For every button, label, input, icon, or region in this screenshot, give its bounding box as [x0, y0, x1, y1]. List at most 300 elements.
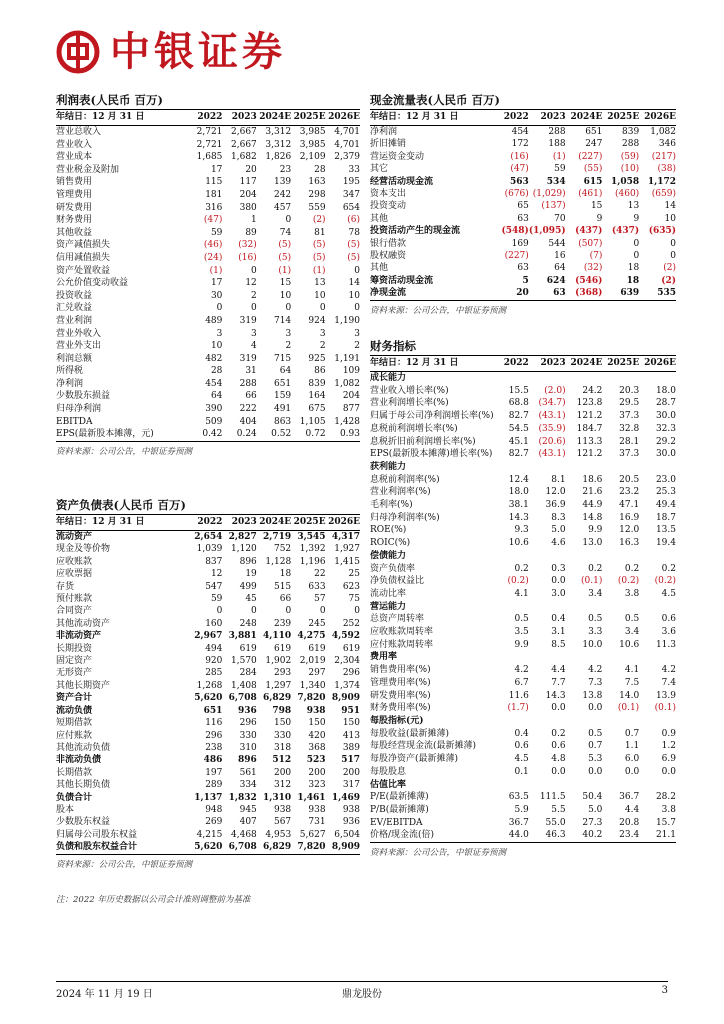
cell-value: 59 — [210, 594, 223, 605]
cell-value: 222 — [239, 404, 257, 415]
cell-value: (5) — [312, 252, 326, 263]
cell-value: 19.4 — [655, 538, 676, 549]
year-header: 2023 — [222, 110, 256, 126]
cell-value: 2 — [319, 341, 326, 352]
cell-value: 675 — [308, 404, 326, 415]
row-label: 净利润 — [370, 127, 398, 137]
cell-value: 10 — [664, 213, 676, 224]
cell-value: (32) — [238, 240, 257, 251]
cell-value: 0.5 — [588, 614, 603, 625]
cell-value: 36.7 — [619, 792, 640, 803]
row-label: 息税前利润率(%) — [370, 474, 440, 485]
table-row — [56, 593, 360, 605]
cell-value: 1,120 — [231, 544, 257, 555]
cell-value: 296 — [205, 730, 223, 741]
cell-value: 18 — [627, 263, 640, 274]
row-label: 销售费用率(%) — [370, 665, 431, 676]
cell-value: 482 — [205, 353, 223, 364]
cell-value: 238 — [205, 742, 223, 753]
row-label: 折旧摊销 — [370, 139, 407, 150]
table-row — [370, 512, 676, 525]
cell-value: 0.0 — [588, 703, 603, 714]
cell-value: 559 — [308, 202, 326, 213]
cell-value: 23.0 — [655, 474, 676, 485]
cell-value: 50.4 — [582, 792, 603, 803]
cell-value: 284 — [239, 668, 257, 679]
cell-value: 924 — [308, 315, 326, 326]
income-table — [56, 110, 360, 441]
row-label: 获利能力 — [370, 461, 407, 472]
row-label: 归属于母公司净利润增长率(%) — [370, 411, 494, 422]
cell-value: 113.3 — [576, 436, 603, 447]
cell-value: (5) — [347, 240, 360, 251]
cell-value: 6,829 — [262, 842, 292, 853]
cell-value: 936 — [237, 705, 257, 716]
row-label: 流动比率 — [370, 588, 407, 599]
table-row — [56, 692, 360, 704]
cell-value: 86 — [314, 366, 326, 377]
cell-value: 21.1 — [655, 830, 676, 841]
cell-value: 15 — [590, 201, 603, 212]
table-row — [56, 202, 360, 215]
cell-value: 4.5 — [661, 588, 676, 599]
cell-value: 297 — [308, 668, 326, 679]
cell-value: 64 — [279, 366, 292, 377]
cell-value: 36.9 — [545, 500, 566, 511]
cell-value: 44.9 — [582, 500, 603, 511]
cell-value: 159 — [273, 391, 292, 402]
year-header: 2025E — [602, 110, 639, 126]
cell-value: 1,128 — [265, 556, 292, 567]
cell-value: 639 — [620, 288, 640, 299]
cell-value: 89 — [245, 227, 257, 238]
table-row — [370, 397, 676, 410]
table-row — [370, 287, 676, 299]
cell-value: 491 — [273, 404, 292, 415]
table-row — [56, 841, 360, 853]
table-row — [370, 740, 676, 753]
cell-value: 2,379 — [334, 152, 360, 163]
cell-value: 25 — [348, 569, 360, 580]
table-row — [56, 556, 360, 568]
row-label: 每股经营现金流(最新摊薄) — [370, 741, 477, 752]
cell-value: 561 — [239, 767, 257, 778]
cell-value: 121.2 — [576, 411, 603, 422]
cell-value: 0.2 — [624, 563, 640, 574]
cell-value: 30 — [210, 290, 223, 301]
cell-value: 2,667 — [231, 139, 257, 150]
cell-value: 0.7 — [588, 741, 603, 752]
row-label: ROE(%) — [370, 525, 407, 536]
cell-value: 0 — [251, 606, 257, 617]
cell-value: 12.4 — [508, 474, 529, 485]
cell-value: (2.0) — [544, 385, 566, 396]
table-row — [56, 227, 360, 240]
row-label: 管理费用率(%) — [370, 677, 431, 688]
cell-value: 4.2 — [514, 665, 529, 676]
cell-value: 9 — [596, 213, 603, 224]
table-row — [370, 486, 676, 499]
cell-value: 347 — [342, 189, 360, 200]
table-row — [370, 163, 676, 175]
table-row — [370, 151, 676, 163]
cell-value: 12.0 — [619, 525, 640, 536]
table-row — [370, 188, 676, 200]
cell-value: 64 — [210, 391, 223, 402]
table-row — [56, 176, 360, 189]
cell-value: 11.6 — [508, 690, 529, 701]
cell-value: 0.9 — [661, 728, 676, 739]
table-row — [56, 568, 360, 580]
table-row — [56, 378, 360, 391]
cell-value: 1,832 — [228, 792, 257, 803]
table-row — [56, 290, 360, 303]
cell-value: 4.2 — [661, 665, 676, 676]
table-row — [370, 200, 676, 212]
table-row — [370, 817, 676, 830]
table-row — [56, 705, 360, 717]
cell-value: 1 — [251, 215, 257, 226]
cell-value: 30.0 — [655, 411, 676, 422]
section-row — [370, 779, 676, 792]
year-header: 2024E — [257, 515, 291, 531]
cell-value: (43.1) — [538, 411, 566, 422]
cell-value: 4,953 — [265, 829, 292, 840]
cell-value: 10 — [348, 290, 360, 301]
cell-value: 1,058 — [611, 176, 640, 187]
cell-value: 204 — [342, 391, 360, 402]
cell-value: (635) — [648, 226, 676, 237]
cell-value: 4,592 — [331, 631, 360, 642]
cell-value: 0 — [354, 265, 360, 276]
row-label: 成长能力 — [370, 373, 407, 383]
cell-value: 2,654 — [194, 532, 223, 542]
cell-value: 420 — [308, 730, 326, 741]
cell-value: 312 — [273, 780, 292, 791]
row-label: 其他收益 — [56, 227, 93, 238]
cell-value: 6.9 — [661, 754, 676, 765]
cell-value: 36.7 — [508, 817, 529, 828]
cell-value: 3,985 — [299, 139, 326, 150]
cell-value: 13 — [314, 278, 326, 289]
year-header: 2022 — [492, 356, 529, 372]
row-label: 营业税金及附加 — [56, 164, 120, 175]
cell-value: (0.1) — [654, 703, 676, 714]
cell-value: 1,268 — [196, 680, 223, 691]
table-row — [56, 126, 360, 139]
cell-value: 28 — [210, 366, 223, 377]
row-label: 其它 — [370, 164, 389, 175]
cell-value: 651 — [273, 378, 292, 389]
cell-value: 654 — [342, 202, 360, 213]
cell-value: (16) — [238, 252, 257, 263]
cell-value: 2 — [354, 341, 360, 352]
header-label: 年结日：12 月 31 日 — [370, 110, 492, 126]
table-row — [370, 499, 676, 512]
cell-value: 248 — [239, 618, 257, 629]
ratios-table — [370, 356, 676, 842]
cell-value: 15 — [279, 278, 292, 289]
cell-value: 615 — [583, 176, 603, 187]
table-header-row — [370, 356, 676, 372]
cell-value: 30.0 — [655, 449, 676, 460]
table-row — [370, 804, 676, 817]
cell-value: (47) — [203, 215, 223, 226]
cell-value: 6.0 — [624, 754, 640, 765]
cell-value: 0.6 — [551, 741, 566, 752]
cell-value: 752 — [273, 544, 292, 555]
cell-value: 269 — [205, 817, 223, 828]
cell-value: 18.0 — [655, 385, 676, 396]
cell-value: 109 — [342, 366, 360, 377]
year-header: 2025E — [291, 515, 325, 531]
cell-value: 948 — [205, 804, 223, 815]
table-row — [370, 677, 676, 690]
cell-value: 23 — [279, 164, 292, 175]
cell-value: 150 — [273, 718, 292, 729]
cell-value: (227) — [578, 151, 603, 162]
cell-value: 1,461 — [297, 792, 326, 803]
cell-value: (0.1) — [617, 703, 640, 714]
cell-value: 18 — [626, 275, 640, 286]
cell-value: 567 — [273, 817, 292, 828]
table-row — [56, 390, 360, 403]
cell-value: 78 — [348, 227, 360, 238]
table-row — [370, 436, 676, 449]
cell-value: 5.0 — [588, 804, 603, 815]
table-row — [370, 728, 676, 741]
cell-value: 123.8 — [576, 398, 603, 409]
cell-value: (1) — [278, 265, 292, 276]
cell-value: 0.2 — [661, 563, 676, 574]
cell-value: 0.5 — [514, 614, 529, 625]
row-label: 非流动负债 — [56, 755, 102, 766]
cell-value: (16) — [510, 151, 529, 162]
table-row — [56, 643, 360, 655]
table-row — [56, 164, 360, 177]
cell-value: 938 — [342, 804, 360, 815]
cell-value: 0 — [670, 251, 676, 262]
cell-value: 59 — [554, 164, 566, 175]
cell-value: 11.3 — [655, 639, 676, 650]
row-label: 销售费用 — [56, 177, 93, 188]
row-label: 价格/现金流(倍) — [370, 830, 435, 841]
cell-value: 3,312 — [265, 127, 292, 137]
row-label: 偿债能力 — [370, 550, 407, 561]
table-row — [370, 423, 676, 436]
year-header: 2026E — [326, 110, 360, 126]
table-row — [56, 829, 360, 841]
cell-value: 82.7 — [508, 411, 529, 422]
table-row — [56, 667, 360, 679]
row-label: 长期投资 — [56, 643, 93, 654]
cell-value: 3,985 — [299, 127, 326, 137]
cell-value: 16.9 — [619, 512, 640, 523]
table-row — [370, 238, 676, 250]
row-label: 短期借款 — [56, 718, 93, 729]
cell-value: 7.5 — [624, 677, 640, 688]
cell-value: 2,967 — [194, 631, 223, 642]
row-label: 投资变动 — [370, 201, 407, 212]
cell-value: 6,708 — [228, 842, 257, 853]
cell-value: 6,708 — [228, 693, 257, 704]
cell-value: 12 — [210, 569, 223, 580]
table-header-row — [56, 515, 360, 531]
table-row — [56, 680, 360, 692]
cell-value: (437) — [611, 226, 640, 237]
cell-value: 66 — [245, 391, 257, 402]
cell-value: 33 — [348, 164, 360, 175]
footnote: 注：2022 年历史数据以公司会计准则调整前为基准 — [56, 895, 251, 905]
cell-value: 0 — [285, 303, 292, 314]
cell-value: 368 — [308, 742, 326, 753]
cell-value: 563 — [510, 176, 529, 187]
cell-value: 407 — [239, 817, 257, 828]
table-row — [56, 315, 360, 328]
page-number: 3 — [661, 985, 668, 996]
cell-value: 5,620 — [194, 842, 223, 853]
cell-value: 3.8 — [661, 804, 676, 815]
cell-value: 8,909 — [331, 842, 360, 853]
cell-value: 486 — [203, 755, 223, 766]
cell-value: 0 — [319, 303, 326, 314]
cell-value: 8.1 — [551, 474, 566, 485]
table-row — [56, 655, 360, 667]
balance-source: 资料来源：公司公告，中银证券预测 — [56, 854, 360, 872]
row-label: 信用减值损失 — [56, 252, 111, 263]
page-footer — [56, 981, 668, 1001]
cell-value: 4,275 — [297, 631, 326, 642]
year-header: 2022 — [188, 515, 222, 531]
cell-value: 6,829 — [262, 693, 292, 704]
cell-value: 150 — [308, 718, 326, 729]
row-label: 营业外支出 — [56, 341, 102, 352]
cell-value: 7.3 — [588, 677, 603, 688]
table-row — [370, 474, 676, 487]
table-row — [370, 702, 676, 715]
cell-value: 2,019 — [299, 656, 326, 667]
row-label: 其他流动资产 — [56, 618, 111, 629]
row-label: 少数股东权益 — [56, 817, 111, 828]
cell-value: 2,719 — [262, 532, 292, 542]
cell-value: (0.2) — [617, 576, 640, 587]
cell-value: (1) — [312, 265, 326, 276]
cell-value: 0.1 — [514, 766, 529, 777]
cell-value: 2,721 — [196, 139, 223, 150]
cell-value: 334 — [239, 780, 257, 791]
cell-value: 1,902 — [265, 656, 292, 667]
cell-value: 29.5 — [619, 398, 640, 409]
cell-value: 0.2 — [588, 563, 603, 574]
cell-value: (548) — [501, 226, 529, 237]
cell-value: 44.0 — [508, 830, 529, 841]
cell-value: 4,701 — [334, 139, 360, 150]
cell-value: 4,468 — [231, 829, 257, 840]
cell-value: 330 — [273, 730, 292, 741]
table-row — [56, 416, 360, 429]
cell-value: 38.1 — [508, 500, 529, 511]
cell-value: 14 — [664, 201, 676, 212]
cell-value: 4.6 — [551, 538, 566, 549]
cell-value: 293 — [273, 668, 292, 679]
cell-value: 5.0 — [551, 525, 566, 536]
footer-date: 2024 年 11 月 19 日 — [56, 989, 153, 1000]
year-header: 2023 — [529, 110, 566, 126]
table-row — [370, 575, 676, 588]
cell-value: 1,408 — [231, 680, 257, 691]
cell-value: 1,428 — [334, 416, 360, 427]
cell-value: (0.1) — [581, 576, 603, 587]
cell-value: 512 — [272, 755, 292, 766]
cell-value: 1,310 — [262, 792, 292, 803]
cell-value: 14.3 — [545, 690, 566, 701]
row-label: 资本支出 — [370, 189, 407, 200]
cell-value: (0.2) — [654, 576, 676, 587]
cell-value: 523 — [306, 755, 326, 766]
cell-value: 14 — [348, 278, 360, 289]
cell-value: 64 — [554, 263, 566, 274]
cell-value: 37.3 — [619, 449, 640, 460]
cell-value: 798 — [272, 705, 292, 716]
cell-value: (659) — [651, 189, 676, 200]
cell-value: (2) — [661, 275, 676, 286]
cell-value: 380 — [239, 202, 257, 213]
row-label: 营运能力 — [370, 601, 407, 612]
cell-value: 837 — [205, 556, 223, 567]
section-row — [370, 461, 676, 474]
row-label: 其他长期资产 — [56, 680, 111, 691]
cell-value: 1,196 — [299, 556, 326, 567]
cell-value: 4.2 — [588, 665, 603, 676]
table-row — [370, 275, 676, 287]
cell-value: 863 — [273, 416, 292, 427]
cell-value: 17 — [210, 278, 223, 289]
cell-value: 316 — [205, 202, 223, 213]
cell-value: 288 — [239, 378, 257, 389]
cell-value: 0 — [319, 606, 326, 617]
row-label: 毛利率(%) — [370, 500, 413, 511]
row-label: 利润总额 — [56, 353, 93, 364]
cell-value: 23.4 — [619, 830, 640, 841]
cell-value: 0.6 — [514, 741, 529, 752]
cell-value: 45 — [245, 594, 257, 605]
table-row — [56, 365, 360, 378]
cell-value: 1,190 — [334, 315, 360, 326]
cell-value: 624 — [546, 275, 566, 286]
cell-value: 111.5 — [539, 792, 566, 803]
cell-value: 10.6 — [619, 639, 640, 650]
year-header: 2023 — [529, 356, 566, 372]
cell-value: (55) — [583, 164, 603, 175]
cell-value: 164 — [308, 391, 326, 402]
row-label: 营业收入增长率(%) — [370, 385, 449, 396]
cell-value: 22 — [314, 569, 326, 580]
cell-value: 10 — [210, 341, 223, 352]
cell-value: 0.2 — [551, 728, 566, 739]
cell-value: 0 — [251, 303, 257, 314]
row-label: 净现金流 — [370, 288, 407, 299]
cell-value: 0 — [216, 303, 223, 314]
table-row — [56, 792, 360, 804]
cell-value: 16 — [554, 251, 566, 262]
cell-value: 494 — [205, 643, 223, 654]
cell-value: 534 — [546, 176, 566, 187]
cell-value: 1,392 — [299, 544, 326, 555]
row-label: 股本 — [56, 804, 75, 815]
cell-value: (460) — [614, 189, 640, 200]
cell-value: 2,109 — [299, 152, 326, 163]
cell-value: 8.5 — [551, 639, 566, 650]
